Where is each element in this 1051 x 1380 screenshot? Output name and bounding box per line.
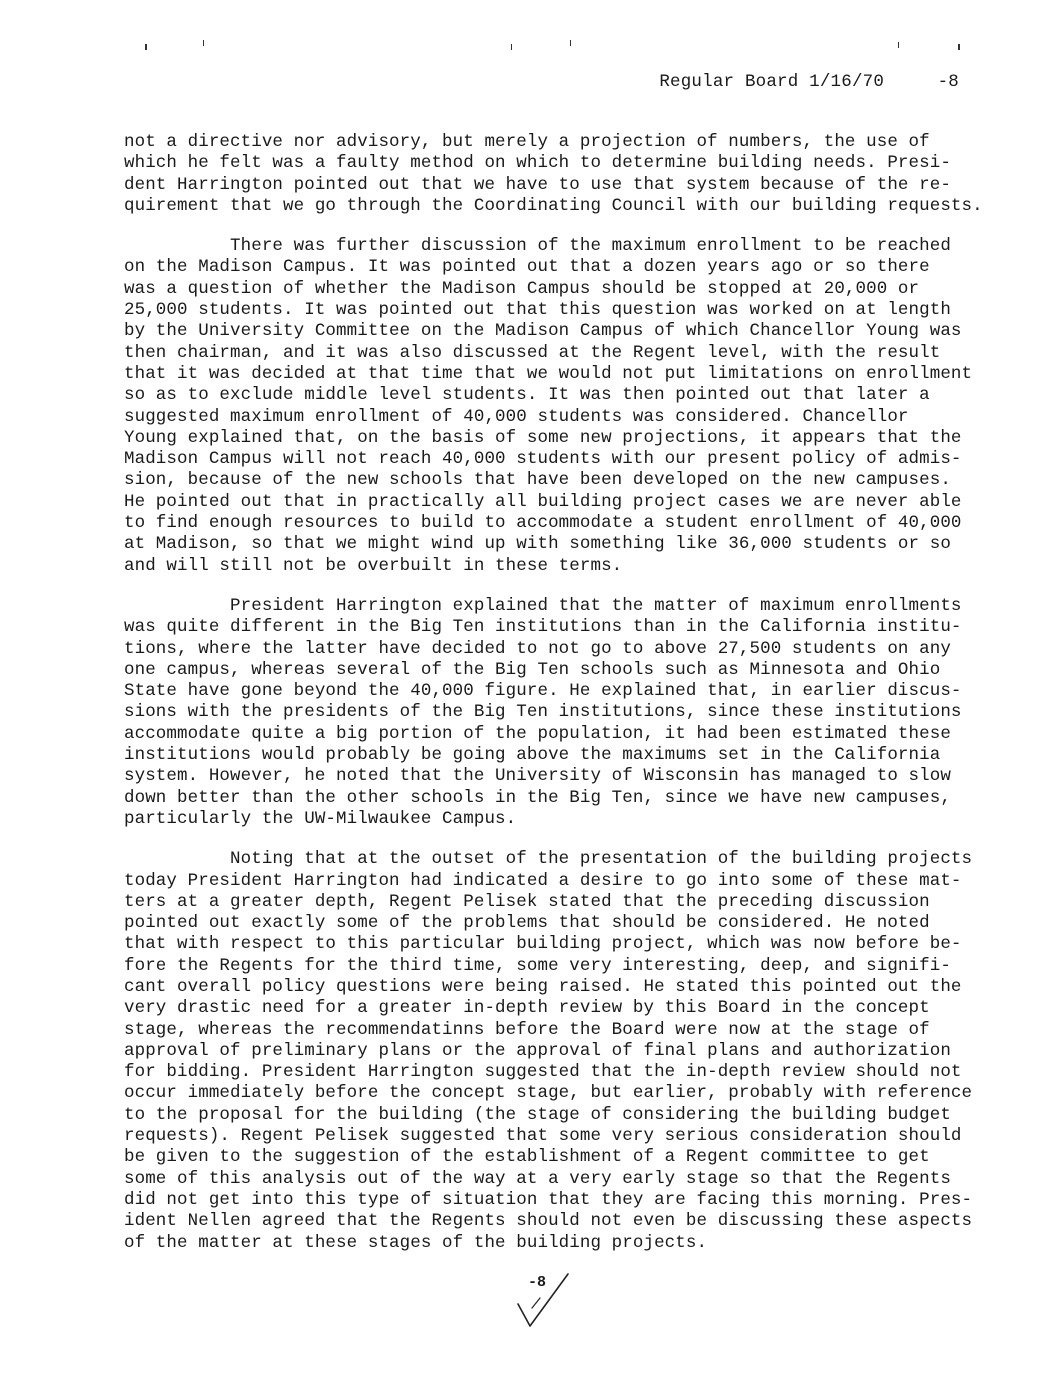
text-line: Noting that at the outset of the presentation of the building projects bbox=[124, 849, 973, 870]
text-line: sion, because of the new schools that have been developed on the new campuses. bbox=[124, 470, 951, 491]
text-line: tions, where the latter have decided to not go to above 27,500 students on any bbox=[124, 638, 951, 659]
scan-mark bbox=[511, 44, 512, 50]
text-line: pointed out exactly some of the problems that should be considered. He noted bbox=[124, 913, 930, 934]
scan-mark bbox=[203, 40, 204, 46]
text-line: requests). Regent Pelisek suggested that some very serious consideration should bbox=[124, 1126, 962, 1147]
text-line: particularly the UW-Milwaukee Campus. bbox=[124, 808, 517, 829]
text-line: ters at a greater depth, Regent Pelisek stated that the preceding discussion bbox=[124, 891, 930, 912]
scan-mark bbox=[958, 44, 960, 50]
text-line: not a directive nor advisory, but merely a projection of numbers, the use of bbox=[124, 132, 930, 152]
text-line: by the University Committee on the Madison Campus of which Chancellor Young was bbox=[124, 321, 962, 342]
scan-mark bbox=[145, 44, 147, 50]
text-line: for bidding. President Harrington suggested that the in-depth review should not bbox=[124, 1062, 962, 1083]
text-line: that with respect to this particular building project, which was now before be- bbox=[124, 934, 962, 955]
text-line: There was further discussion of the maximum enrollment to be reached bbox=[124, 236, 951, 257]
text-line: institutions would probably be going above the maximums set in the California bbox=[124, 745, 941, 766]
text-line: which he felt was a faulty method on which to determine building needs. Presi- bbox=[124, 153, 951, 174]
text-line: be given to the suggestion of the establishment of a Regent committee to get bbox=[124, 1147, 930, 1168]
text-line: accommodate quite a big portion of the population, it had been estimated these bbox=[124, 723, 951, 744]
text-line: on the Madison Campus. It was pointed out that a dozen years ago or so there bbox=[124, 257, 930, 278]
scan-mark bbox=[570, 40, 571, 46]
paragraph bbox=[124, 132, 984, 217]
text-line: dent Harrington pointed out that we have to use that system because of the re- bbox=[124, 174, 951, 195]
page-footer bbox=[510, 1270, 590, 1330]
text-line: occur immediately before the concept stage, but earlier, probably with reference bbox=[124, 1083, 973, 1104]
text-line: stage, whereas the recommendatinns before the Board were now at the stage of bbox=[124, 1019, 930, 1040]
header-page-number: -8 bbox=[937, 72, 959, 92]
text-line: so as to exclude middle level students. It was then pointed out that later a bbox=[124, 385, 930, 406]
text-line: some of this analysis out of the way at a very early stage so that the Regents bbox=[124, 1168, 951, 1189]
text-line: approval of preliminary plans or the approval of final plans and authorization bbox=[124, 1040, 951, 1061]
paragraph bbox=[124, 236, 984, 577]
text-line: down better than the other schools in the Big Ten, since we have new campuses, bbox=[124, 787, 951, 808]
paragraph bbox=[124, 596, 984, 830]
text-line: State have gone beyond the 40,000 figure. He explained that, in earlier discus- bbox=[124, 681, 962, 702]
text-line: then chairman, and it was also discussed at the Regent level, with the result bbox=[124, 342, 941, 363]
footer-page-number: -8 bbox=[528, 1274, 547, 1291]
text-line: system. However, he noted that the University of Wisconsin has managed to slow bbox=[124, 766, 951, 787]
text-line: was quite different in the Big Ten institutions than in the California institu- bbox=[124, 617, 962, 638]
text-line: cant overall policy questions were being raised. He stated this pointed out the bbox=[124, 976, 962, 997]
running-title: Regular Board 1/16/70 bbox=[659, 72, 885, 92]
text-line: quirement that we go through the Coordinating Council with our building requests. bbox=[124, 195, 983, 216]
document-body bbox=[124, 132, 984, 1273]
text-line: Madison Campus will not reach 40,000 students with our present policy of admis- bbox=[124, 449, 962, 470]
page-header bbox=[659, 72, 959, 92]
text-line: suggested maximum enrollment of 40,000 students was considered. Chancellor bbox=[124, 406, 909, 427]
paragraph bbox=[124, 849, 984, 1254]
text-line: was a question of whether the Madison Campus should be stopped at 20,000 or bbox=[124, 278, 920, 299]
text-line: to find enough resources to build to accommodate a student enrollment of 40,000 bbox=[124, 513, 962, 534]
text-line: President Harrington explained that the matter of maximum enrollments bbox=[124, 595, 962, 616]
text-line: and will still not be overbuilt in these terms. bbox=[124, 555, 623, 576]
text-line: fore the Regents for the third time, some very interesting, deep, and signifi- bbox=[124, 955, 951, 976]
text-line: sions with the presidents of the Big Ten institutions, since these institutions bbox=[124, 702, 962, 723]
text-line: one campus, whereas several of the Big Ten schools such as Minnesota and Ohio bbox=[124, 659, 941, 680]
text-line: ident Nellen agreed that the Regents should not even be discussing these aspects bbox=[124, 1211, 973, 1232]
text-line: very drastic need for a greater in-depth review by this Board in the concept bbox=[124, 998, 930, 1019]
text-line: at Madison, so that we might wind up with something like 36,000 students or so bbox=[124, 534, 951, 555]
scan-mark bbox=[898, 42, 899, 48]
text-line: that it was decided at that time that we would not put limitations on enrollment bbox=[124, 363, 973, 384]
text-line: did not get into this type of situation that they are facing this morning. Pres- bbox=[124, 1189, 973, 1210]
checkmark-icon bbox=[510, 1270, 590, 1330]
text-line: to the proposal for the building (the stage of considering the building budget bbox=[124, 1104, 951, 1125]
text-line: today President Harrington had indicated a desire to go into some of these mat- bbox=[124, 870, 962, 891]
text-line: of the matter at these stages of the building projects. bbox=[124, 1232, 708, 1253]
text-line: Young explained that, on the basis of some new projections, it appears that the bbox=[124, 427, 962, 448]
text-line: 25,000 students. It was pointed out that this question was worked on at length bbox=[124, 300, 951, 321]
text-line: He pointed out that in practically all building project cases we are never able bbox=[124, 491, 962, 512]
